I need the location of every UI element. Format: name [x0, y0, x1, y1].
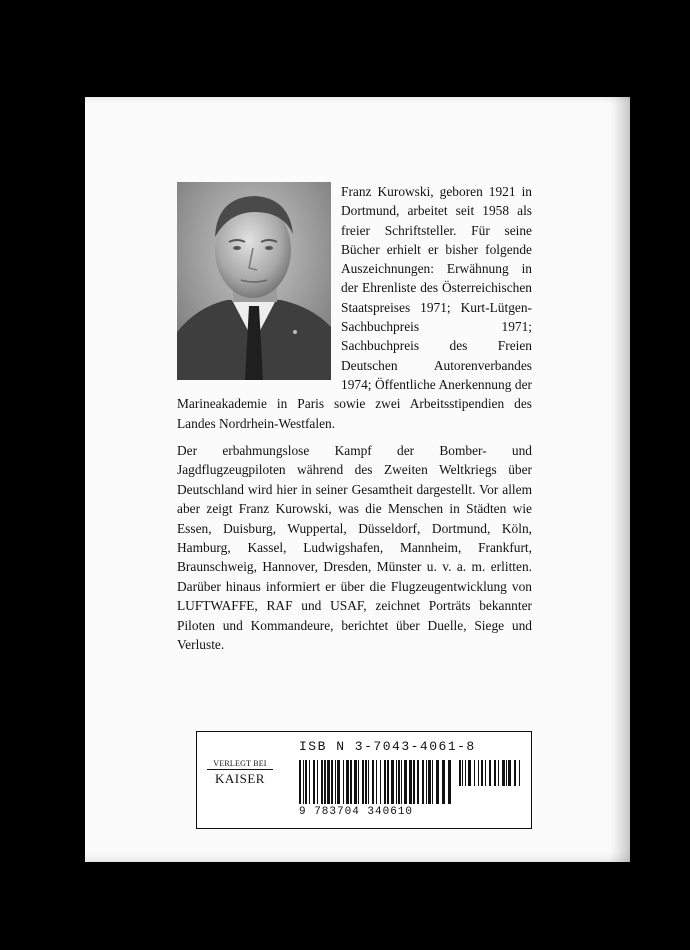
barcode-bar: [299, 760, 301, 804]
barcode-bar: [428, 760, 431, 804]
barcode-bar: [432, 760, 433, 804]
barcode-bar: [448, 760, 451, 804]
barcode-bar: [404, 760, 407, 804]
barcode-bar: [396, 760, 397, 804]
barcode-bar: [368, 760, 369, 804]
barcode-bar: [391, 760, 394, 804]
barcode-bar: [426, 760, 427, 804]
barcode-bar: [462, 760, 463, 786]
barcode-panel: [196, 731, 532, 829]
barcode-bar: [519, 760, 520, 786]
barcode-bar: [380, 760, 381, 804]
barcode-bar: [481, 760, 483, 786]
book-description: Der erbahmungslose Kampf der Bomber- und Jagdflugzeugpiloten während des Zweiten Weltkriegs über Deutschland wird hier in seiner Gesamtheit dargestellt. Vor allem aber zeigt Franz Kurowski, was die Menschen in Städten wie Essen, Duisburg, Wuppertal, Düsseldorf, Dortmund, Köln, Hamburg, Kassel, Ludwigshafen, Mannheim, Frankfurt, Braunschweig, Hannover, Dresden, Münster u. v. a. m. erlitten. Darüber hinaus informiert er über die Flugzeugentwicklung von LUFTWAFFE, RAF und USAF, zeichnet Porträts bekannter Piloten und Kommandeure, berichtet über Duelle, Siege und Verluste.: [177, 443, 532, 653]
barcode-bars: [299, 760, 521, 804]
barcode-bar: [335, 760, 336, 804]
barcode-bar: [401, 760, 402, 804]
barcode-bar: [365, 760, 367, 804]
barcode-bar: [337, 760, 340, 804]
barcode-bar: [303, 760, 304, 804]
barcode-bar: [508, 760, 511, 786]
barcode-bar: [350, 760, 352, 804]
barcode-bar: [409, 760, 412, 804]
isbn-number: ISB N 3-7043-4061-8: [299, 739, 476, 754]
ean-number: 9 783704 340610: [299, 806, 414, 818]
photo-spacer: [177, 182, 341, 381]
publisher-logo-line1: VERLEGT BEI: [207, 759, 273, 770]
cover-edge-shadow: [610, 97, 630, 862]
book-back-cover: [85, 97, 630, 862]
barcode-bar: [442, 760, 445, 804]
barcode-bar: [506, 760, 507, 786]
barcode-bar: [398, 760, 400, 804]
barcode-bar: [313, 760, 315, 804]
barcode-bar: [354, 760, 357, 804]
barcode-bar: [376, 760, 377, 804]
barcode-bar: [327, 760, 330, 804]
barcode-bar: [417, 760, 419, 804]
author-bio: [177, 182, 532, 433]
barcode-bar: [494, 760, 496, 786]
barcode-bar: [485, 760, 486, 786]
barcode-bar: [305, 760, 307, 804]
barcode-bar: [346, 760, 349, 804]
barcode-bar: [372, 760, 374, 804]
barcode-bar: [422, 760, 424, 804]
author-bio-text: Franz Kurowski, geboren 1921 in Dortmund, arbeitet seit 1958 als freier Schriftsteller. Für seine Bücher erhielt er bisher folgende Auszeichnungen: Erwähnung in der Ehrenliste des Österreichischen Staatspreises 1971; Kurt-Lütgen-Sachbuchpreis 1971; Sachbuchpreis des Freien Deutschen Autorenverbandes 1974; Öffentliche Anerkennung der Marineakademie in Paris sowie zwei Arbeitsstipendien des Landes Nordrhein-Westfalen.: [177, 184, 532, 431]
barcode-bar: [358, 760, 359, 804]
barcode-bar: [514, 760, 516, 786]
barcode-bar: [413, 760, 415, 804]
barcode-bar: [343, 760, 344, 804]
barcode-bar: [387, 760, 389, 804]
barcode-bar: [324, 760, 326, 804]
barcode-bar: [502, 760, 505, 786]
barcode-bar: [436, 760, 439, 804]
barcode-bar: [465, 760, 466, 786]
barcode-bar: [321, 760, 323, 804]
barcode-bar: [384, 760, 386, 804]
barcode-bar: [498, 760, 499, 786]
publisher-logo: [207, 759, 273, 787]
barcode-bar: [362, 760, 364, 804]
barcode-bar: [489, 760, 491, 786]
barcode-bar: [331, 760, 333, 804]
barcode-bar: [317, 760, 318, 804]
barcode-bar: [474, 760, 475, 786]
barcode-bar: [478, 760, 479, 786]
barcode-bar: [309, 760, 310, 804]
barcode-bar: [459, 760, 461, 786]
publisher-logo-line2: KAISER: [215, 771, 265, 786]
barcode-bar: [468, 760, 471, 786]
